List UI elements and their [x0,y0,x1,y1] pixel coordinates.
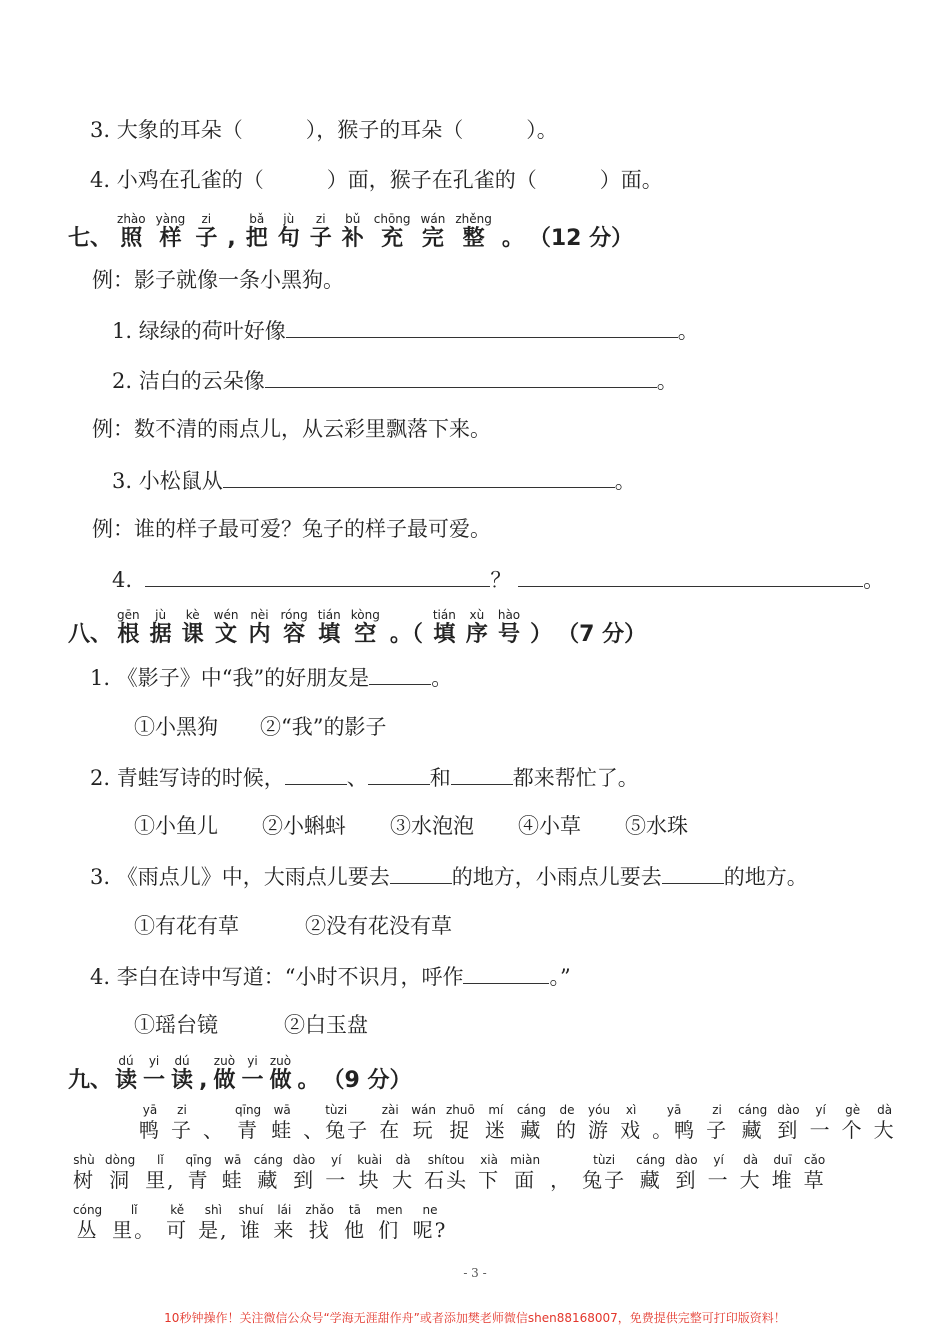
pinyin-char [73,1203,102,1243]
pinyin-char [310,212,332,252]
pinyin-annotation: bǎ [249,212,265,226]
hanzi-char: 大 [739,1168,762,1192]
pinyin-annotation: dú [174,1054,190,1068]
hanzi-char: 读 [115,1068,138,1093]
hanzi-char: 子 [706,1118,729,1142]
q7-heading: 七、 zhào 照 yàng 样 zi 子 , bǎ 把 jù 句 zi 子 bǔ 补 chōng 充 wán 完 zhěng 整 。 （12 分） [68,212,634,251]
pinyin-char [303,1103,369,1143]
hanzi-char: 充 [381,226,404,251]
pinyin-char [810,1103,832,1143]
pinyin-annotation: kòng [350,608,380,622]
footer-notice: 10秒钟操作！关注微信公众号“学海无涯甜作舟”或者添加樊老师微信shen88168007，免费提供完整可打印版资料！ [164,1311,786,1325]
hanzi-char: 内 [248,622,271,647]
pinyin-annotation: kuài [357,1153,383,1167]
hanzi-char: 子 [309,226,332,251]
pinyin-char [186,1153,212,1193]
pinyin-annotation: xù [469,608,485,622]
pinyin-char [498,608,520,648]
pinyin-char [652,1103,696,1143]
hanzi-char: 句 [277,226,300,251]
hanzi-char: 草 [803,1168,826,1192]
q7-item-2: 2. 洁白的云朵像 。 [112,369,678,393]
hanzi-char: 一 [809,1118,832,1142]
pinyin-annotation: mí [488,1103,504,1117]
hanzi-char: 。 [501,226,524,251]
pinyin-annotation: zi [712,1103,722,1117]
answer-blank[interactable] [662,863,724,884]
hanzi-char: 。鸭 [652,1118,697,1142]
pinyin-annotation: ne [422,1203,438,1217]
pinyin-char [117,608,140,648]
pinyin-char [235,1103,261,1143]
pinyin-char [105,1153,135,1193]
pinyin-annotation: bǔ [345,212,361,226]
q8-heading: 八、 gēn 根 jù 据 kè 课 wén 文 nèi 内 róng 容 tián 填 kòng 空 。（ tián 填 xù 序 hào 号 ） （7 分） [68,608,647,647]
answer-blank[interactable] [223,467,615,488]
pinyin-char [390,608,423,648]
hanzi-char: 丛 [76,1218,99,1242]
pinyin-char [446,1103,475,1143]
pinyin-char [357,1153,382,1193]
passage-line-3 [68,1203,452,1243]
pinyin-char [305,1203,334,1243]
pinyin-char [550,1153,572,1193]
pinyin-annotation: lǐ [157,1153,164,1167]
pinyin-char [280,608,307,648]
pinyin-char [842,1103,864,1143]
pinyin-char [145,1153,175,1193]
answer-blank[interactable] [368,764,430,785]
hanzi-char: 青 [187,1168,210,1192]
hanzi-char: 到 [675,1168,698,1192]
hanzi-char: 文 [215,622,238,647]
hanzi-char: 们 [378,1218,401,1242]
hanzi-char: 到 [777,1118,800,1142]
pinyin-char [510,1153,540,1193]
answer-blank[interactable] [463,963,549,984]
hanzi-char: 完 [421,226,444,251]
q7-example-3: 例：谁的样子最可爱？兔子的样子最可爱。 [92,517,491,541]
pinyin-char [139,1103,161,1143]
q9-heading: 九、 dú 读 yi 一 dú 读 , zuò 做 yi 一 zuò 做 。 （9 分） [68,1054,412,1093]
answer-blank[interactable] [285,764,347,785]
pinyin-char [588,1103,610,1143]
pinyin-char [413,1203,448,1243]
hanzi-char: 做 [213,1068,236,1093]
pinyin-annotation: zhǎo [305,1203,334,1217]
hanzi-char: 在 [379,1118,402,1142]
pinyin-annotation: dà [743,1153,759,1167]
hanzi-char: 里, [145,1168,176,1192]
pinyin-annotation: yàng [155,212,186,226]
hanzi-char: 大 [392,1168,415,1192]
pinyin-annotation: dào [675,1153,698,1167]
pinyin-char [325,1153,347,1193]
pinyin-char [351,608,380,648]
hanzi-char: 根 [117,622,140,647]
pinyin-char [241,1054,263,1094]
pinyin-annotation: zi [177,1103,187,1117]
pinyin-annotation: cǎo [803,1153,826,1167]
pinyin-char [115,1054,137,1094]
pinyin-annotation: yí [331,1153,342,1167]
hanzi-char: 迷 [484,1118,507,1142]
answer-blank[interactable] [369,664,431,685]
pinyin-annotation: kě [170,1203,185,1217]
pinyin-char [675,1153,697,1193]
q6-item-3: 3. 大象的耳朵（ ），猴子的耳朵（ ）。 [90,118,558,142]
q8-score: （7 分） [557,622,647,647]
pinyin-annotation: shù [73,1153,95,1167]
pinyin-char [433,608,456,648]
hanzi-char: 洞 [109,1168,132,1192]
hanzi-char: 玩 [412,1118,435,1142]
pinyin-char [502,212,524,252]
pinyin-annotation: duī [773,1153,792,1167]
q7-example-2: 例：数不清的雨点儿，从云彩里飘落下来。 [92,417,491,441]
hanzi-char: 、 [203,1118,225,1142]
pinyin-annotation: yí [815,1103,826,1117]
hanzi-char: 照 [120,226,143,251]
hanzi-char: 堆 [771,1168,794,1192]
pinyin-annotation: jù [283,212,295,226]
pinyin-annotation: zài [381,1103,399,1117]
pinyin-char [530,608,552,648]
pinyin-char [485,1103,507,1143]
pinyin-annotation: tùzi [325,1103,348,1117]
q6-item-4: 4. 小鸡在孔雀的（ ）面，猴子在孔雀的（ ）面。 [90,168,663,192]
pinyin-annotation [227,212,235,226]
pinyin-char [636,1153,665,1193]
pinyin-char [248,608,270,648]
pinyin-char [874,1103,896,1143]
pinyin-char [239,1203,264,1243]
pinyin-annotation: lái [277,1203,292,1217]
hanzi-char: 做 [269,1068,292,1093]
pinyin-annotation: zhuō [445,1103,475,1117]
pinyin-char [392,1153,414,1193]
pinyin-annotation: dào [777,1103,800,1117]
hanzi-char: 一 [143,1068,166,1093]
hanzi-char: 。（ [389,622,423,647]
hanzi-char: ） [530,622,553,647]
pinyin-annotation: xì [625,1103,637,1117]
pinyin-annotation [550,1153,572,1167]
pinyin-annotation: tián [317,608,341,622]
pinyin-annotation: wā [273,1103,291,1117]
pinyin-char [374,212,411,252]
hanzi-char: 蛙 [221,1168,244,1192]
hanzi-char: 来 [273,1218,296,1242]
hanzi-char: 容 [283,622,306,647]
hanzi-char: 大 [873,1118,896,1142]
hanzi-char: 游 [588,1118,611,1142]
pinyin-annotation: tián [432,608,456,622]
answer-blank[interactable] [451,764,513,785]
pinyin-annotation: shítou [427,1153,465,1167]
pinyin-char [112,1203,156,1243]
pinyin-annotation: shuí [238,1203,264,1217]
pinyin-char [293,1153,315,1193]
pinyin-annotation: zuò [269,1054,292,1068]
pinyin-char [150,608,172,648]
pinyin-char [466,608,488,648]
pinyin-char [246,212,268,252]
q8-item-2-options: ①小鱼儿 ②小蝌蚪 ③水泡泡 ④小草 ⑤水珠 [134,814,688,838]
q7-item-1: 1. 绿绿的荷叶好像 。 [112,319,699,343]
pinyin-annotation: dòng [105,1153,136,1167]
pinyin-char [708,1153,730,1193]
hanzi-char: 整 [462,226,485,251]
pinyin-annotation: wā [224,1153,242,1167]
pinyin-annotation: róng [280,608,308,622]
pinyin-annotation: cáng [253,1153,283,1167]
hanzi-char: 戏 [620,1118,643,1142]
q8-item-4: 4. 李白在诗中写道：“小时不识月，呼作 。” [90,965,571,989]
q7-score: （12 分） [528,226,634,251]
page-number: - 3 - [463,1266,487,1280]
hanzi-char: 、兔子 [303,1118,370,1142]
hanzi-char: 个 [841,1118,864,1142]
pinyin-annotation: yā [142,1103,158,1117]
hanzi-char: 补 [341,226,364,251]
answer-blank[interactable] [265,367,657,388]
pinyin-char [171,1054,193,1094]
pinyin-char [777,1103,799,1143]
pinyin-char [318,608,341,648]
pinyin-annotation: yā [666,1103,682,1117]
hanzi-char: 序 [465,622,488,647]
pinyin-char [556,1103,578,1143]
pinyin-char [411,1103,436,1143]
q7-item-3: 3. 小松鼠从 。 [112,469,636,493]
pinyin-char [269,1054,291,1094]
hanzi-char: 子 [171,1118,193,1142]
pinyin-annotation [502,212,524,226]
hanzi-char: 是, [198,1218,229,1242]
pinyin-char [582,1153,626,1193]
hanzi-char: , [227,226,236,251]
q8-item-3: 3. 《雨点儿》中，大雨点儿要去 的地方，小雨点儿要去 的地方。 [90,865,808,889]
hanzi-char: 下 [478,1168,501,1192]
pinyin-annotation: tùzi [593,1153,616,1167]
pinyin-annotation: lǐ [130,1203,138,1217]
pinyin-annotation: hào [497,608,521,622]
q8-item-2: 2. 青蛙写诗的时候， 、 和 都来帮忙了。 [90,766,639,790]
hanzi-char: 青 [237,1118,260,1142]
pinyin-annotation: zi [315,212,326,226]
pinyin-char [379,1103,401,1143]
pinyin-annotation: dú [118,1054,134,1068]
hanzi-char: 填 [318,622,341,647]
pinyin-char [478,1153,500,1193]
pinyin-annotation: zi [201,212,212,226]
hanzi-char: 谁 [239,1218,262,1242]
pinyin-char [227,212,235,252]
pinyin-char [214,608,239,648]
pinyin-char [195,212,217,252]
pinyin-char [278,212,300,252]
hanzi-char: 把 [245,226,268,251]
pinyin-char [271,1103,293,1143]
hanzi-char: , [199,1068,208,1093]
pinyin-annotation: tā [348,1203,361,1217]
pinyin-annotation: qīng [235,1103,262,1117]
hanzi-char: 面 [514,1168,537,1192]
pinyin-annotation: dào [292,1153,316,1167]
pinyin-char [517,1103,546,1143]
pinyin-annotation: gēn [117,608,140,622]
pinyin-annotation: dà [877,1103,893,1117]
hanzi-char: 藏 [639,1168,662,1192]
hanzi-char: 课 [181,622,204,647]
pinyin-char [376,1203,403,1243]
pinyin-char [171,1103,193,1143]
pinyin-annotation: nèi [250,608,269,622]
hanzi-char: 样 [159,226,182,251]
pinyin-char [198,1203,228,1243]
hanzi-char: 找 [308,1218,331,1242]
pinyin-annotation: wén [213,608,239,622]
pinyin-annotation: kè [185,608,200,622]
answer-blank[interactable] [145,566,490,587]
hanzi-char: 蛙 [271,1118,294,1142]
pinyin-annotation: yi [247,1054,258,1068]
answer-blank[interactable] [390,863,452,884]
hanzi-char: 他 [343,1218,366,1242]
hanzi-char: 鸭 [139,1118,161,1142]
q9-score: （9 分） [322,1068,412,1093]
pinyin-annotation: gè [845,1103,861,1117]
pinyin-char [156,212,186,252]
q8-item-1-options: ①小黑狗 ②“我”的影子 [134,715,387,739]
q8-item-3-options: ①有花有草 ②没有花没有草 [134,914,452,938]
pinyin-annotation: xià [480,1153,498,1167]
passage-line-1 [134,1103,901,1143]
pinyin-char [421,212,446,252]
hanzi-char: 兔子 [582,1168,627,1192]
pinyin-annotation: de [559,1103,575,1117]
pinyin-annotation: qīng [185,1153,212,1167]
hanzi-char: 藏 [257,1168,280,1192]
pinyin-annotation: wán [411,1103,436,1117]
pinyin-char [772,1153,794,1193]
q8-item-1: 1. 《影子》中“我”的好朋友是 。 [90,666,453,690]
pinyin-annotation: dà [395,1153,411,1167]
hanzi-char: 可 [166,1218,189,1242]
pinyin-annotation: cáng [738,1103,768,1117]
hanzi-char: 据 [149,622,172,647]
pinyin-char [213,1054,235,1094]
pinyin-char [740,1153,762,1193]
pinyin-annotation: cáng [516,1103,547,1117]
hanzi-char: ， [550,1168,573,1192]
pinyin-annotation [199,1054,207,1068]
hanzi-char: 树 [73,1168,95,1192]
pinyin-char [620,1103,642,1143]
pinyin-annotation: yi [148,1054,160,1068]
pinyin-char [199,1054,207,1094]
pinyin-annotation: jù [155,608,167,622]
pinyin-char [143,1054,165,1094]
q7-item-4: 4. ？ 。 [112,568,885,592]
answer-blank[interactable] [518,566,863,587]
hanzi-char: 子 [195,226,218,251]
pinyin-char [344,1203,366,1243]
hanzi-char: 读 [171,1068,194,1093]
pinyin-annotation: cóng [73,1203,103,1217]
hanzi-char: 藏 [741,1118,764,1142]
answer-blank[interactable] [286,317,678,338]
pinyin-char [342,212,364,252]
hanzi-char: 。 [297,1068,320,1093]
pinyin-char [117,212,146,252]
hanzi-char: 呢? [412,1218,448,1242]
pinyin-annotation: shì [204,1203,222,1217]
pinyin-annotation [530,608,552,622]
hanzi-char: 藏 [520,1118,543,1142]
q7-example-1: 例：影子就像一条小黑狗。 [92,268,344,292]
pinyin-char [804,1153,826,1193]
pinyin-annotation: men [375,1203,403,1217]
pinyin-char [73,1153,95,1193]
hanzi-char: 一 [325,1168,348,1192]
pinyin-annotation: chōng [373,212,411,226]
hanzi-char: 块 [358,1168,381,1192]
pinyin-annotation: wán [420,212,446,226]
pinyin-char [166,1203,188,1243]
hanzi-char: 到 [293,1168,316,1192]
pinyin-annotation: cáng [636,1153,666,1167]
pinyin-annotation: zuò [213,1054,236,1068]
hanzi-char: 填 [433,622,456,647]
pinyin-char [222,1153,244,1193]
hanzi-char: 一 [707,1168,730,1192]
pinyin-char [203,1103,225,1143]
hanzi-char: 捉 [449,1118,472,1142]
pinyin-char [254,1153,283,1193]
passage-line-2 [68,1153,831,1193]
pinyin-char [738,1103,767,1143]
hanzi-char: 空 [354,622,377,647]
q8-item-4-options: ①瑶台镜 ②白玉盘 [134,1013,368,1037]
pinyin-annotation [297,1054,319,1068]
hanzi-char: 石头 [424,1168,469,1192]
pinyin-char [182,608,204,648]
pinyin-annotation: yí [713,1153,724,1167]
pinyin-annotation: yóu [588,1103,611,1117]
pinyin-char [297,1054,319,1094]
hanzi-char: 一 [241,1068,264,1093]
hanzi-char: 的 [556,1118,579,1142]
pinyin-annotation: zhào [117,212,146,226]
pinyin-char [455,212,492,252]
pinyin-char [706,1103,728,1143]
pinyin-char [273,1203,295,1243]
pinyin-annotation [203,1103,225,1117]
pinyin-annotation [390,608,423,622]
pinyin-annotation: zhěng [455,212,492,226]
hanzi-char: 号 [497,622,520,647]
pinyin-annotation: miàn [510,1153,541,1167]
hanzi-char: 里。 [112,1218,157,1242]
pinyin-char [424,1153,468,1193]
